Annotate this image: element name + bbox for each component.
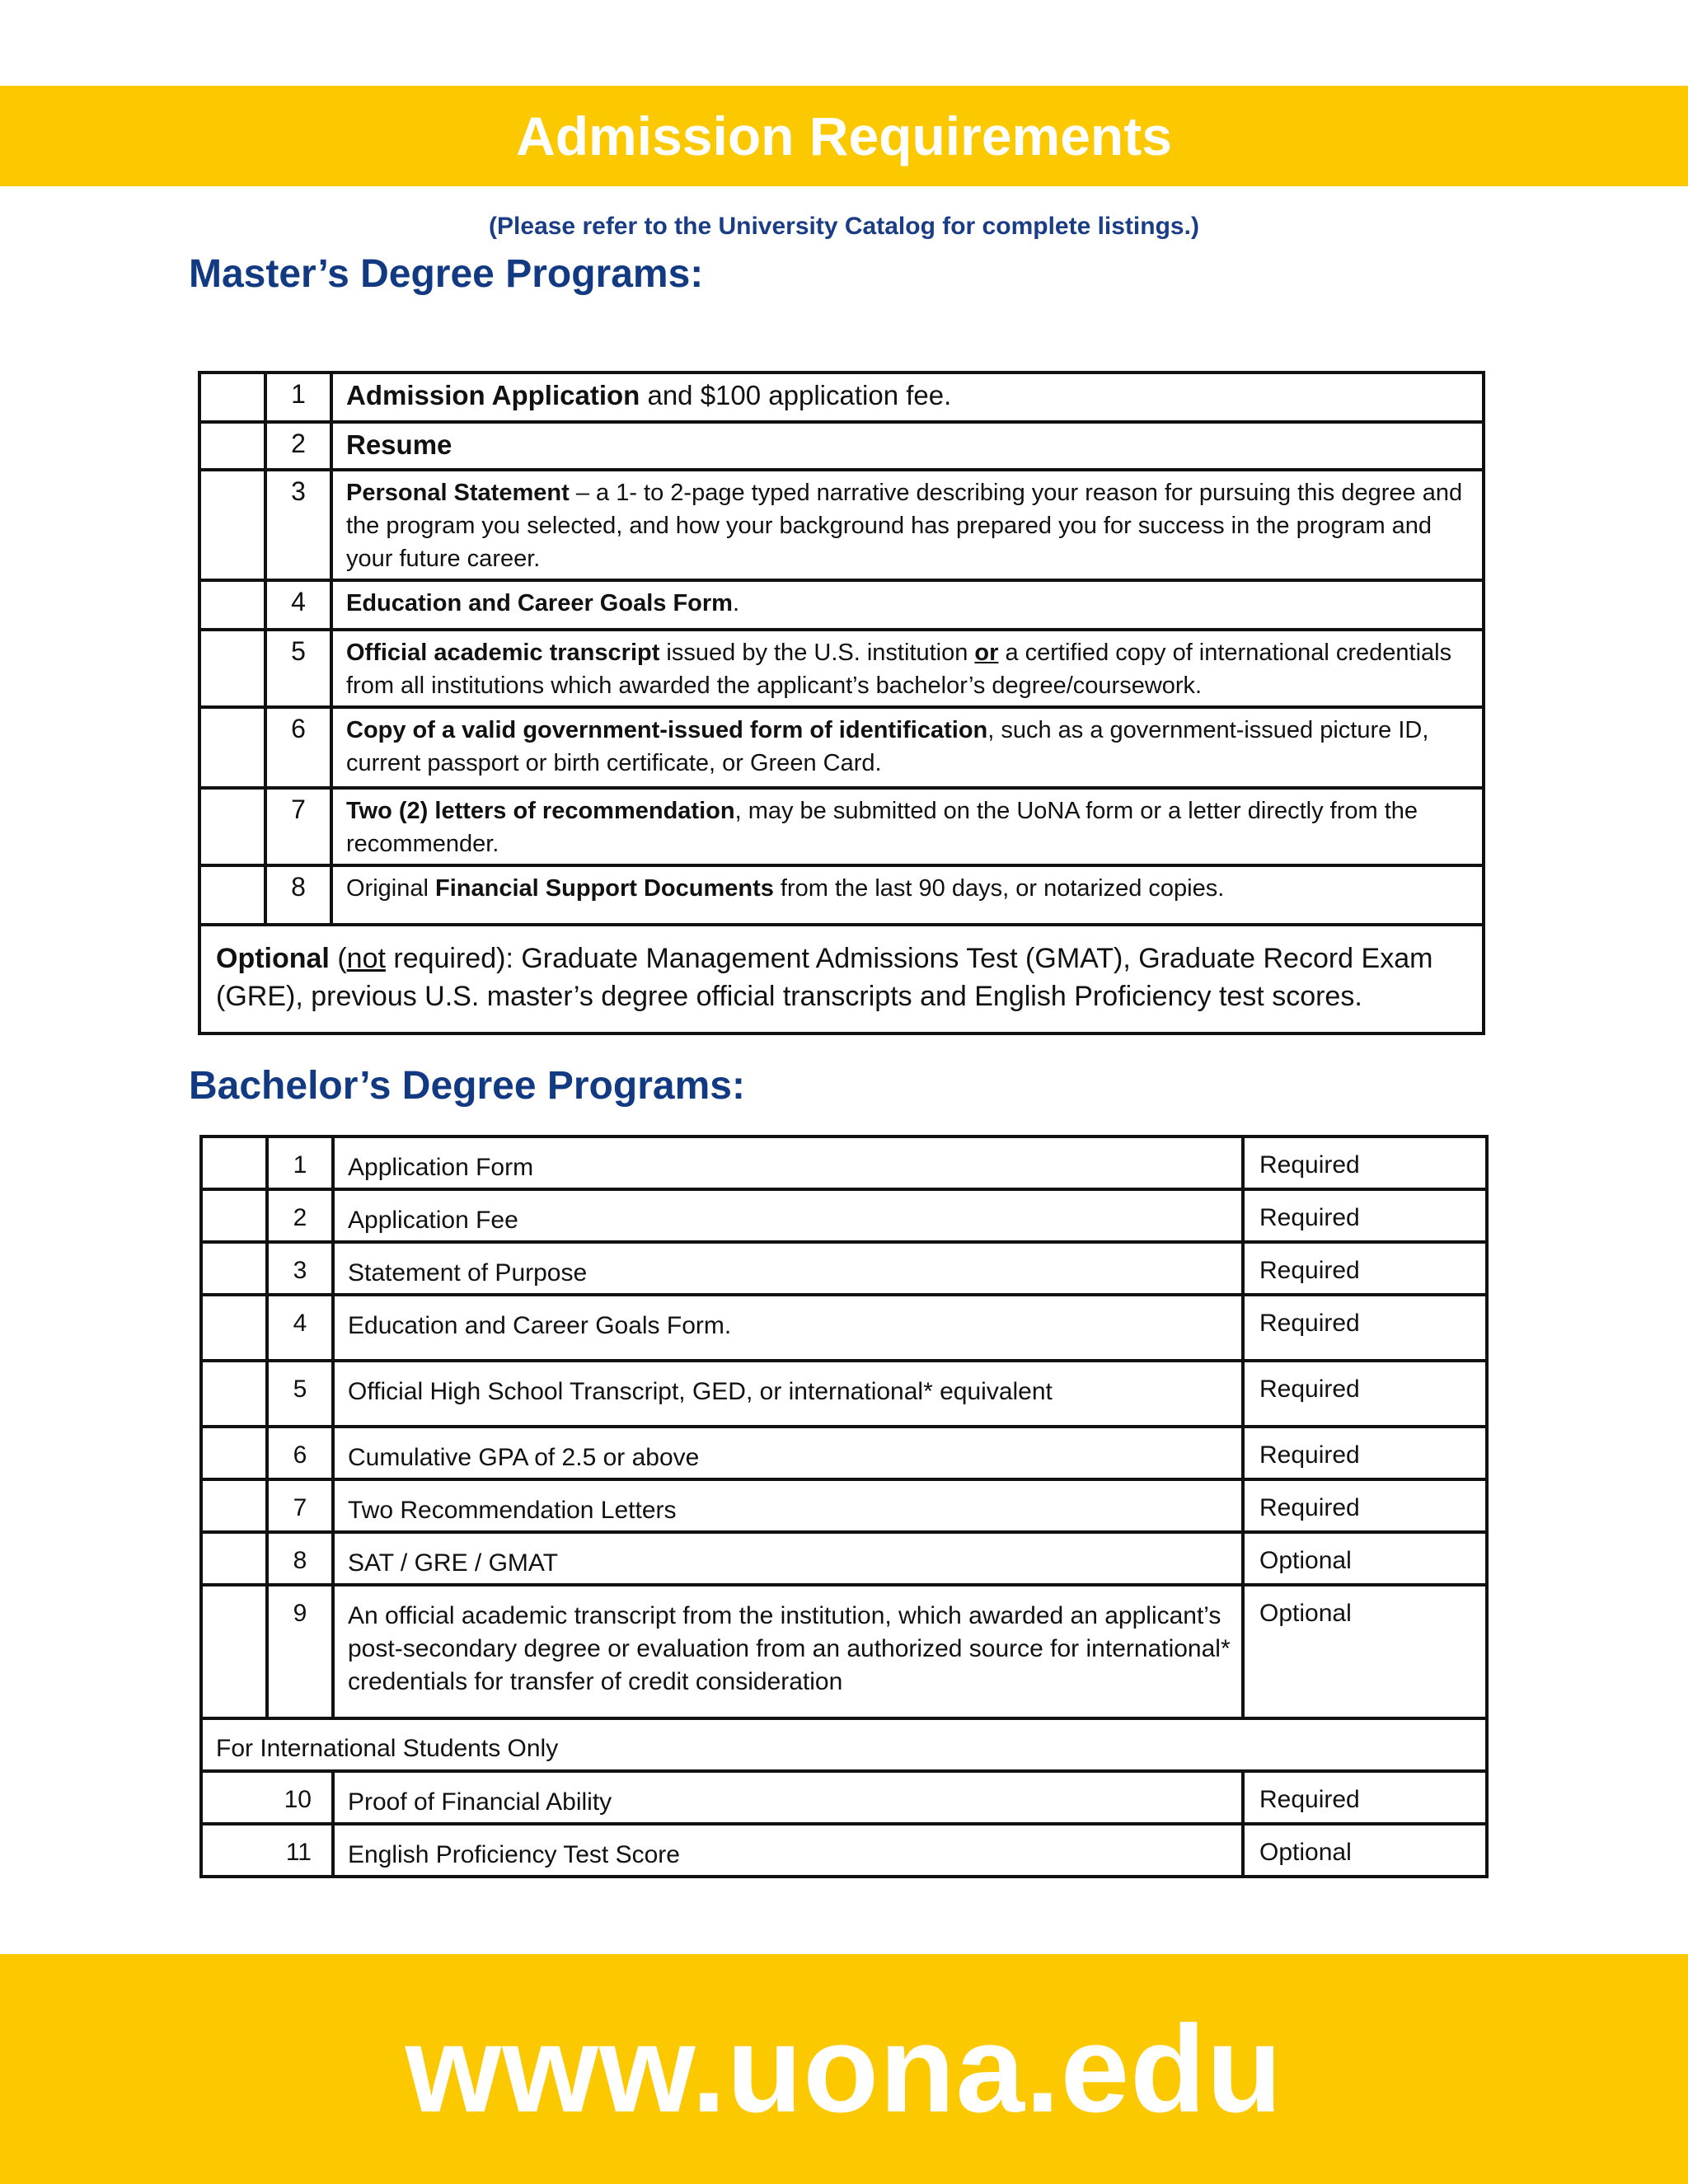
requirement-status: Optional bbox=[1243, 1532, 1487, 1585]
table-row bbox=[201, 1137, 1487, 1189]
checkbox-cell bbox=[199, 788, 265, 865]
requirement-item: An official academic transcript from the institution, which awarded an applicant’s post-secondary degree or evaluation from an authorized source for international* credentials for transfer of credit consideration bbox=[333, 1585, 1243, 1718]
table-row bbox=[201, 1585, 1487, 1718]
requirement-status: Optional bbox=[1243, 1585, 1487, 1718]
table-row bbox=[201, 1532, 1487, 1585]
table-row bbox=[199, 580, 1484, 630]
requirement-item: Cumulative GPA of 2.5 or above bbox=[333, 1427, 1243, 1479]
row-number: 2 bbox=[267, 1189, 333, 1242]
requirement-text: Personal Statement – a 1- to 2-page typed narrative describing your reason for pursuing this degree and the program you selected, and how your background has prepared you for success in the program and your future career. bbox=[331, 470, 1484, 580]
optional-requirements: Optional (not required): Graduate Management Admissions Test (GMAT), Graduate Record Exam (GRE), previous U.S. master’s degree official transcripts and English Proficiency test scores. bbox=[199, 925, 1484, 1033]
table-row bbox=[201, 1242, 1487, 1295]
page-title: Admission Requirements bbox=[516, 105, 1172, 166]
requirement-item: Statement of Purpose bbox=[333, 1242, 1243, 1295]
masters-requirements-table bbox=[198, 371, 1485, 1035]
requirement-item: Official High School Transcript, GED, or international* equivalent bbox=[333, 1361, 1243, 1427]
table-row bbox=[201, 1718, 1487, 1771]
row-number: 8 bbox=[265, 865, 331, 925]
checkbox-cell bbox=[201, 1361, 267, 1427]
requirement-status: Required bbox=[1243, 1771, 1487, 1824]
row-number: 2 bbox=[265, 422, 331, 470]
requirement-item: Application Form bbox=[333, 1137, 1243, 1189]
table-row bbox=[201, 1189, 1487, 1242]
checkbox-cell bbox=[201, 1295, 267, 1361]
checkbox-cell bbox=[199, 865, 265, 925]
requirement-text: Education and Career Goals Form. bbox=[331, 580, 1484, 630]
requirement-item: Two Recommendation Letters bbox=[333, 1479, 1243, 1532]
checkbox-cell bbox=[201, 1189, 267, 1242]
checkbox-cell bbox=[201, 1585, 267, 1718]
row-number: 10 bbox=[201, 1771, 333, 1824]
row-number: 7 bbox=[265, 788, 331, 865]
table-row bbox=[201, 1361, 1487, 1427]
table-row bbox=[199, 470, 1484, 580]
requirement-item: Education and Career Goals Form. bbox=[333, 1295, 1243, 1361]
checkbox-cell bbox=[199, 580, 265, 630]
checkbox-cell bbox=[201, 1427, 267, 1479]
bachelors-section-title: Bachelor’s Degree Programs: bbox=[189, 1064, 745, 1108]
table-row bbox=[199, 630, 1484, 707]
row-number: 8 bbox=[267, 1532, 333, 1585]
checkbox-cell bbox=[201, 1532, 267, 1585]
website-url: www.uona.edu bbox=[405, 1999, 1283, 2138]
requirement-item: Application Fee bbox=[333, 1189, 1243, 1242]
table-row bbox=[201, 1295, 1487, 1361]
requirement-status: Optional bbox=[1243, 1824, 1487, 1877]
checkbox-cell bbox=[199, 422, 265, 470]
checkbox-cell bbox=[199, 707, 265, 788]
table-row bbox=[201, 1427, 1487, 1479]
table-row bbox=[199, 422, 1484, 470]
requirement-text: Admission Application and $100 application fee. bbox=[331, 373, 1484, 422]
row-number: 5 bbox=[267, 1361, 333, 1427]
requirement-item: Proof of Financial Ability bbox=[333, 1771, 1243, 1824]
requirement-item: English Proficiency Test Score bbox=[333, 1824, 1243, 1877]
checkbox-cell bbox=[199, 470, 265, 580]
requirement-status: Required bbox=[1243, 1479, 1487, 1532]
requirement-status: Required bbox=[1243, 1137, 1487, 1189]
table-row bbox=[201, 1479, 1487, 1532]
row-number: 4 bbox=[265, 580, 331, 630]
table-row bbox=[199, 788, 1484, 865]
page-title-banner bbox=[0, 86, 1688, 186]
requirement-status: Required bbox=[1243, 1295, 1487, 1361]
footer-banner bbox=[0, 1954, 1688, 2184]
international-students-label: For International Students Only bbox=[201, 1718, 1487, 1771]
table-row bbox=[199, 925, 1484, 1033]
requirement-status: Required bbox=[1243, 1361, 1487, 1427]
row-number: 5 bbox=[265, 630, 331, 707]
row-number: 1 bbox=[267, 1137, 333, 1189]
row-number: 6 bbox=[267, 1427, 333, 1479]
requirement-text: Original Financial Support Documents from the last 90 days, or notarized copies. bbox=[331, 865, 1484, 925]
row-number: 4 bbox=[267, 1295, 333, 1361]
row-number: 9 bbox=[267, 1585, 333, 1718]
requirement-text: Resume bbox=[331, 422, 1484, 470]
checkbox-cell bbox=[199, 373, 265, 422]
table-row bbox=[201, 1771, 1487, 1824]
checkbox-cell bbox=[201, 1479, 267, 1532]
requirement-text: Official academic transcript issued by the U.S. institution or a certified copy of international credentials from all institutions which awarded the applicant’s bachelor’s degree/coursework. bbox=[331, 630, 1484, 707]
table-row bbox=[199, 707, 1484, 788]
row-number: 3 bbox=[267, 1242, 333, 1295]
requirement-text: Two (2) letters of recommendation, may be submitted on the UoNA form or a letter directly from the recommender. bbox=[331, 788, 1484, 865]
row-number: 6 bbox=[265, 707, 331, 788]
requirement-item: SAT / GRE / GMAT bbox=[333, 1532, 1243, 1585]
requirement-text: Copy of a valid government-issued form of identification, such as a government-issued picture ID, current passport or birth certificate, or Green Card. bbox=[331, 707, 1484, 788]
checkbox-cell bbox=[201, 1137, 267, 1189]
table-row bbox=[201, 1824, 1487, 1877]
checkbox-cell bbox=[201, 1242, 267, 1295]
bachelors-requirements-table bbox=[199, 1135, 1489, 1878]
checkbox-cell bbox=[199, 630, 265, 707]
masters-section-title: Master’s Degree Programs: bbox=[189, 252, 704, 296]
row-number: 7 bbox=[267, 1479, 333, 1532]
row-number: 1 bbox=[265, 373, 331, 422]
requirement-status: Required bbox=[1243, 1242, 1487, 1295]
catalog-note: (Please refer to the University Catalog for complete listings.) bbox=[489, 213, 1199, 240]
row-number: 11 bbox=[201, 1824, 333, 1877]
requirement-status: Required bbox=[1243, 1189, 1487, 1242]
row-number: 3 bbox=[265, 470, 331, 580]
requirement-status: Required bbox=[1243, 1427, 1487, 1479]
table-row bbox=[199, 373, 1484, 422]
table-row bbox=[199, 865, 1484, 925]
